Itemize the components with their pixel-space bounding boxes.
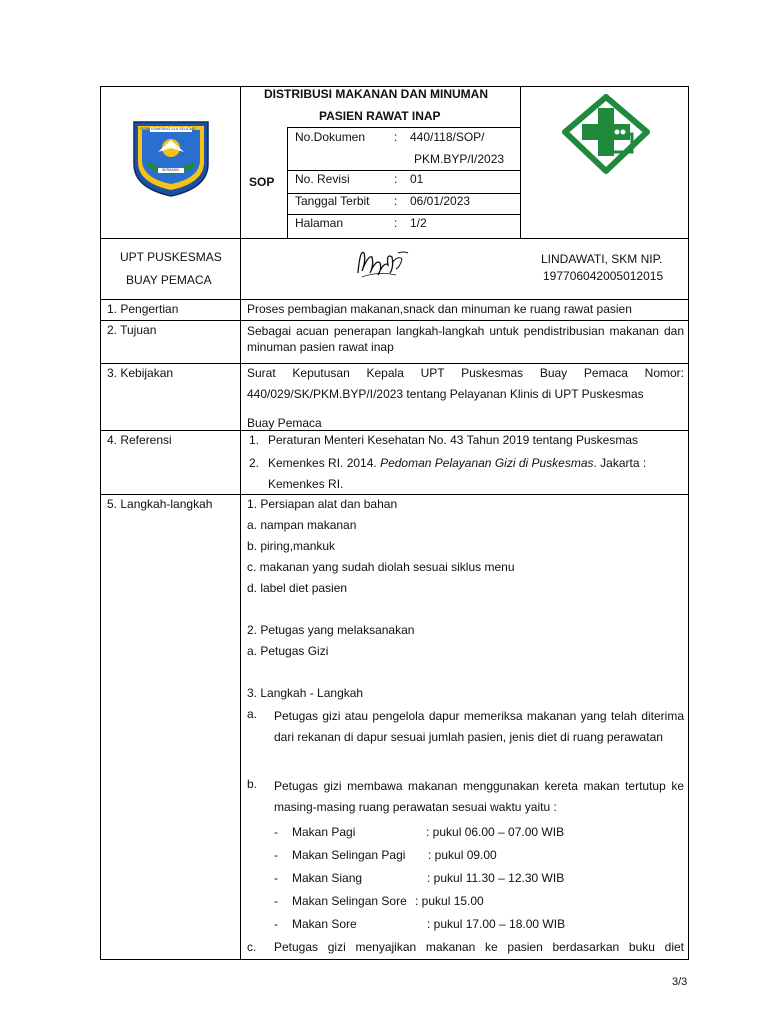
schedule-dash: -	[274, 894, 278, 908]
step-c-marker: c.	[247, 940, 257, 954]
reference-2-text	[268, 456, 646, 470]
section-kebijakan-line3: Buay Pemaca	[247, 416, 322, 430]
schedule-meal-time: : pukul 06.00 – 07.00 WIB	[426, 825, 565, 839]
prep-item-2: b. piring,mankuk	[247, 539, 336, 553]
revision-label: No. Revisi	[295, 172, 350, 186]
schedule-dash: -	[274, 825, 278, 839]
section-kebijakan-label: 3. Kebijakan	[107, 366, 174, 380]
page-value: 1/2	[410, 216, 427, 230]
sop-label: SOP	[249, 175, 275, 189]
section-pengertian-label: 1. Pengertian	[107, 302, 179, 316]
reference-1-text: Peraturan Menteri Kesehatan No. 43 Tahun 2019 tentang Puskesmas	[268, 433, 639, 447]
section-kebijakan-line1: Surat Keputusan Kepala UPT Puskesmas Buay Pemaca Nomor:	[247, 366, 684, 380]
staff-title: 2. Petugas yang melaksanakan	[247, 623, 415, 637]
doc-number-sep: :	[394, 130, 398, 144]
reference-2-number: 2.	[249, 456, 260, 470]
revision-sep: :	[394, 172, 398, 186]
step-a-text: Petugas gizi atau pengelola dapur memeriksa makanan yang telah diterima dari rekanan di dapur sesuai jumlah pasien, jenis diet di ruang perawatan	[274, 709, 684, 744]
section-kebijakan-line2: 440/029/SK/PKM.BYP/I/2023 tentang Pelayanan Klinis di UPT Puskesmas	[247, 387, 644, 401]
issue-date-sep: :	[394, 194, 398, 208]
step-a-marker: a.	[247, 707, 258, 721]
schedule-meal-name: Makan Sore	[292, 917, 357, 931]
regency-logo-text: OGAN KOMERING ULU SELATAN	[140, 127, 195, 131]
section-tujuan-label: 2. Tujuan	[107, 323, 157, 337]
signature-image	[352, 243, 412, 283]
issue-date-value: 06/01/2023	[410, 194, 471, 208]
page-sep: :	[394, 216, 398, 230]
schedule-meal-time: : pukul 17.00 – 18.00 WIB	[427, 917, 566, 931]
schedule-dash: -	[274, 871, 278, 885]
org-name-line2: BUAY PEMACA	[126, 273, 212, 287]
section-tujuan-text: Sebagai acuan penerapan langkah-langkah untuk pendistribusian makanan dan minuman pasien rawat inap	[247, 324, 684, 354]
page-label: Halaman	[295, 216, 344, 230]
schedule-meal-time: : pukul 09.00	[428, 848, 497, 862]
issue-date-label: Tanggal Terbit	[295, 194, 370, 208]
document-title-line2: PASIEN RAWAT INAP	[319, 109, 441, 123]
prep-item-4: d. label diet pasien	[247, 581, 348, 595]
signer-nip: 197706042005012015	[543, 269, 664, 283]
document-title-line1: DISTRIBUSI MAKANAN DAN MINUMAN	[264, 87, 488, 101]
signer-name: LINDAWATI, SKM NIP.	[541, 252, 663, 266]
schedule-meal-name: Makan Pagi	[292, 825, 356, 839]
schedule-meal-time: : pukul 15.00	[415, 894, 484, 908]
step-b-text: Petugas gizi membawa makanan menggunakan kereta makan tertutup ke masing-masing ruang perawatan sesuai waktu yaitu :	[274, 779, 684, 814]
schedule-meal-name: Makan Selingan Pagi	[292, 848, 406, 862]
prep-item-1: a. nampan makanan	[247, 518, 357, 532]
schedule-dash: -	[274, 917, 278, 931]
page-number: 3/3	[672, 976, 688, 988]
step-c-text: Petugas gizi menyajikan makanan ke pasien berdasarkan buku diet	[274, 940, 684, 954]
section-referensi-label: 4. Referensi	[107, 433, 172, 447]
reference-2-suffix: . Jakarta :	[593, 456, 647, 470]
schedule-dash: -	[274, 848, 278, 862]
regency-logo-subtext: SERASAN	[162, 168, 179, 172]
reference-2-prefix: Kemenkes RI. 2014.	[268, 456, 381, 470]
steps-title: 3. Langkah - Langkah	[247, 686, 364, 700]
doc-number-value-cont: PKM.BYP/I/2023	[414, 152, 505, 166]
reference-2-title: Pedoman Pelayanan Gizi di Puskesmas	[380, 456, 594, 470]
regency-logo	[130, 118, 212, 198]
staff-item: a. Petugas Gizi	[247, 644, 329, 658]
schedule-meal-time: : pukul 11.30 – 12.30 WIB	[427, 871, 565, 885]
section-pengertian-text: Proses pembagian makanan,snack dan minuman ke ruang rawat pasien	[247, 302, 632, 316]
org-name-line1: UPT PUSKESMAS	[120, 250, 222, 264]
doc-number-label: No.Dokumen	[295, 130, 366, 144]
step-b-marker: b.	[247, 777, 258, 791]
prep-item-3: c. makanan yang sudah diolah sesuai siklus menu	[247, 560, 515, 574]
revision-value: 01	[410, 172, 424, 186]
reference-2-continuation: Kemenkes RI.	[268, 477, 344, 491]
doc-number-value: 440/118/SOP/	[410, 130, 485, 144]
reference-1-number: 1.	[249, 433, 260, 447]
schedule-meal-name: Makan Selingan Sore	[292, 894, 407, 908]
section-langkah-label: 5. Langkah-langkah	[107, 497, 213, 511]
puskesmas-logo	[562, 94, 650, 174]
prep-title: 1. Persiapan alat dan bahan	[247, 497, 398, 511]
schedule-meal-name: Makan Siang	[292, 871, 363, 885]
